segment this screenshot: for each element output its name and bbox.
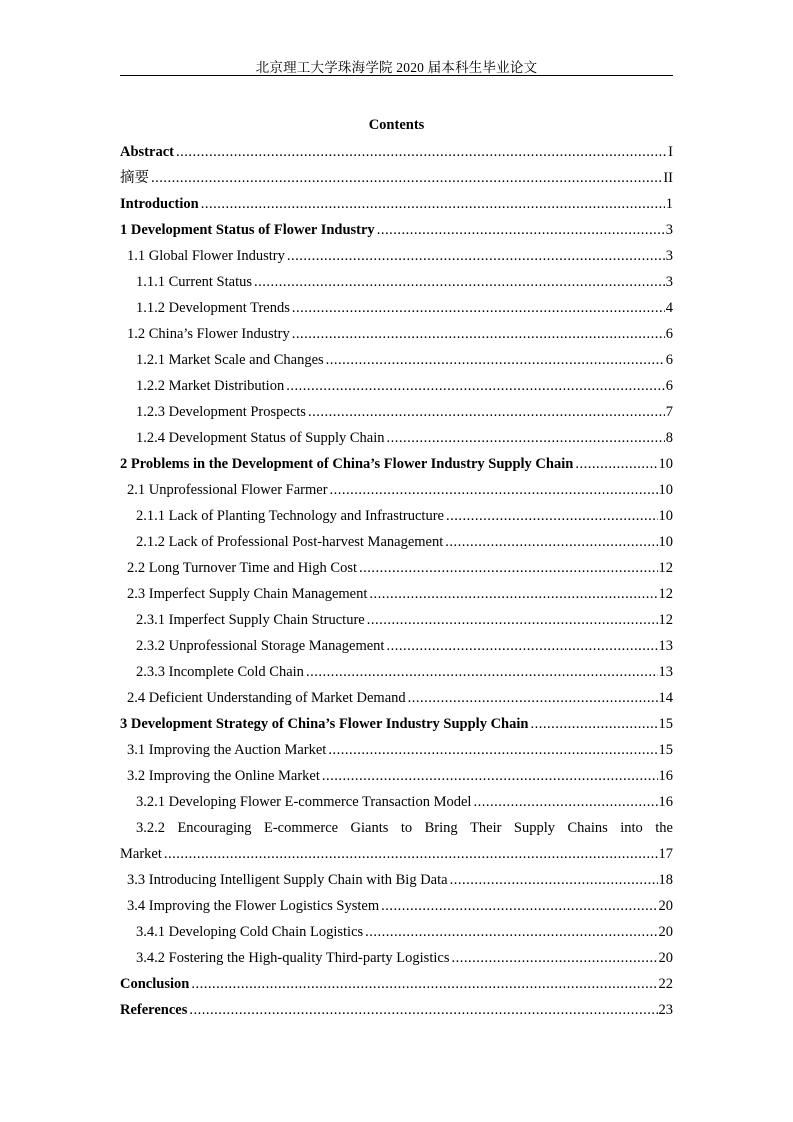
toc-entry[interactable] (120, 507, 673, 533)
toc-entry[interactable] (120, 533, 673, 559)
toc-entry-page: 23 (658, 1002, 673, 1018)
toc-entry-page: 20 (658, 898, 673, 914)
toc-leader-dots (292, 299, 665, 317)
toc-entry-title: 2.3.1 Imperfect Supply Chain Structure (136, 612, 365, 628)
toc-entry[interactable] (120, 923, 673, 949)
toc-leader-dots (189, 1001, 657, 1019)
toc-entry-title: 1.2.1 Market Scale and Changes (136, 352, 324, 368)
toc-leader-dots (387, 429, 665, 447)
toc-entry[interactable] (120, 559, 673, 585)
toc-leader-dots (530, 715, 657, 733)
toc-entry[interactable] (120, 221, 673, 247)
toc-entry-title: 2.1.1 Lack of Planting Technology and Infrastructure (136, 508, 444, 524)
toc-entry-title: 3.2 Improving the Online Market (127, 768, 320, 784)
toc-leader-dots (292, 325, 665, 343)
toc-entry[interactable] (120, 637, 673, 663)
toc-entry-word: Giants (350, 820, 389, 836)
toc-leader-dots (359, 559, 657, 577)
toc-entry-page: II (663, 170, 673, 186)
toc-entry-title: 2 Problems in the Development of China’s Flower Industry Supply Chain (120, 456, 574, 472)
toc-entry-word: Chains (567, 820, 608, 836)
toc-entry-title: 摘要 (120, 170, 149, 186)
toc-leader-dots (328, 741, 657, 759)
toc-entry[interactable] (120, 325, 673, 351)
toc-entry-title: References (120, 1002, 188, 1018)
toc-leader-dots (164, 845, 658, 863)
toc-leader-dots (151, 169, 662, 187)
toc-entry-page: 10 (658, 456, 673, 472)
toc-entry[interactable] (120, 195, 673, 221)
toc-entry-title: 1.2.4 Development Status of Supply Chain (136, 430, 385, 446)
toc-leader-dots (322, 767, 658, 785)
toc-entry-wrapped-continuation[interactable] (120, 845, 673, 871)
toc-title: Contents (368, 117, 425, 133)
toc-entry-word: into (620, 820, 643, 836)
toc-entry-page: 7 (665, 404, 673, 420)
toc-leader-dots (287, 247, 665, 265)
toc-entry-word: the (655, 820, 673, 836)
toc-entry[interactable] (120, 585, 673, 611)
toc-entry-page: 15 (658, 742, 673, 758)
toc-leader-dots (254, 273, 665, 291)
toc-leader-dots (446, 507, 658, 525)
toc-entry-page: 10 (658, 482, 673, 498)
toc-entry[interactable] (120, 611, 673, 637)
toc-leader-dots (191, 975, 657, 993)
toc-leader-dots (176, 143, 667, 161)
toc-entry-page: 17 (658, 846, 673, 862)
toc-leader-dots (575, 455, 657, 473)
toc-leader-dots (367, 611, 658, 629)
toc-entry-title: 3.2.1 Developing Flower E-commerce Transaction Model (136, 794, 472, 810)
toc-entry-page: 10 (658, 534, 673, 550)
toc-entry-word: 3.2.2 (136, 820, 165, 836)
toc-entry-title: 3.1 Improving the Auction Market (127, 742, 327, 758)
toc-entry-title: 2.3 Imperfect Supply Chain Management (127, 586, 368, 602)
toc-leader-dots (306, 663, 658, 681)
toc-entry[interactable] (120, 377, 673, 403)
toc-entry-page: 13 (658, 638, 673, 654)
toc-entry-title: 2.2 Long Turnover Time and High Cost (127, 560, 358, 576)
toc-entry[interactable] (120, 351, 673, 377)
toc-entry[interactable] (120, 689, 673, 715)
toc-entry-title: 2.1 Unprofessional Flower Farmer (127, 482, 328, 498)
toc-entry-title: 2.3.3 Incomplete Cold Chain (136, 664, 304, 680)
toc-leader-dots (445, 533, 657, 551)
toc-entry-title: 2.3.2 Unprofessional Storage Management (136, 638, 385, 654)
toc-entry-page: 1 (665, 196, 673, 212)
toc-entry-page: 3 (665, 222, 673, 238)
toc-leader-dots (450, 871, 658, 889)
toc-entry-title: 1.2.2 Market Distribution (136, 378, 285, 394)
toc-entry[interactable] (120, 273, 673, 299)
toc-entry-title: 3.4.2 Fostering the High-quality Third-party Logistics (136, 950, 450, 966)
toc-entry-word: Their (470, 820, 502, 836)
toc-entry-title: 1.1.2 Development Trends (136, 300, 290, 316)
toc-leader-dots (473, 793, 657, 811)
toc-entries-after (120, 871, 673, 1027)
toc-leader-dots (386, 637, 657, 655)
toc-entry-title: 3.4.1 Developing Cold Chain Logistics (136, 924, 364, 940)
toc-entry-word: Supply (513, 820, 556, 836)
toc-entry[interactable] (120, 897, 673, 923)
toc-entry-page: 12 (658, 586, 673, 602)
toc-entry-word: E-commerce (264, 820, 339, 836)
toc-entry-page: 13 (658, 664, 673, 680)
toc-entry-word: Encouraging (177, 820, 252, 836)
toc-entry-title: 3.4 Improving the Flower Logistics System (127, 898, 380, 914)
toc-leader-dots (201, 195, 665, 213)
toc-leader-dots (286, 377, 665, 395)
toc-entries-before (120, 143, 673, 819)
toc-entry-title: Conclusion (120, 976, 190, 992)
toc-entry[interactable] (120, 403, 673, 429)
toc-entry-page: 4 (665, 300, 673, 316)
toc-entry-page: 6 (665, 352, 673, 368)
toc-entry-title: 1 Development Status of Flower Industry (120, 222, 375, 238)
toc-leader-dots (377, 221, 665, 239)
toc-entry-page: 14 (658, 690, 673, 706)
toc-entry[interactable] (120, 715, 673, 741)
toc-leader-dots (330, 481, 658, 499)
toc-leader-dots (408, 689, 658, 707)
toc-entry[interactable] (120, 455, 673, 481)
toc-entry-wrapped-first-line[interactable] (120, 819, 673, 845)
toc-entry-page: 12 (658, 612, 673, 628)
toc-entry[interactable] (120, 169, 673, 195)
toc-leader-dots (381, 897, 657, 915)
toc-entry-title: Abstract (120, 144, 174, 160)
toc-entry[interactable] (120, 481, 673, 507)
toc-entry-page: 10 (658, 508, 673, 524)
toc-entry-title: 1.1.1 Current Status (136, 274, 252, 290)
table-of-contents (120, 143, 673, 1027)
toc-entry-page: 8 (665, 430, 673, 446)
toc-entry[interactable] (120, 663, 673, 689)
toc-entry-page: 3 (665, 248, 673, 264)
toc-entry[interactable] (120, 871, 673, 897)
toc-entry-title: Introduction (120, 196, 199, 212)
toc-entry-word: to (400, 820, 413, 836)
toc-entry-page: 12 (658, 560, 673, 576)
toc-entry[interactable] (120, 1001, 673, 1027)
toc-entry[interactable] (120, 741, 673, 767)
toc-entry[interactable] (120, 767, 673, 793)
toc-entry[interactable] (120, 949, 673, 975)
toc-entry-page: 16 (658, 794, 673, 810)
toc-leader-dots (365, 923, 657, 941)
toc-entry-title: 2.4 Deficient Understanding of Market Demand (127, 690, 406, 706)
toc-entry[interactable] (120, 429, 673, 455)
toc-entry-title: 1.2.3 Development Prospects (136, 404, 306, 420)
header-rule (120, 75, 673, 76)
toc-entry-page: 6 (665, 326, 673, 342)
toc-leader-dots (308, 403, 665, 421)
toc-entry[interactable] (120, 299, 673, 325)
toc-entry-page: 16 (658, 768, 673, 784)
toc-entry-page: 20 (658, 924, 673, 940)
toc-entry[interactable] (120, 793, 673, 819)
toc-entry-page: 22 (658, 976, 673, 992)
toc-entry-title: 1.1 Global Flower Industry (127, 248, 285, 264)
toc-entry-page: 6 (665, 378, 673, 394)
page-header: 北京理工大学珠海学院 2020 届本科生毕业论文 (255, 60, 538, 75)
toc-entry-title: 3.3 Introducing Intelligent Supply Chain with Big Data (127, 872, 448, 888)
toc-entry-page: 18 (658, 872, 673, 888)
toc-entry-page: 20 (658, 950, 673, 966)
toc-entry[interactable] (120, 143, 673, 169)
toc-leader-dots (451, 949, 657, 967)
toc-entry[interactable] (120, 975, 673, 1001)
toc-entry-page: I (668, 144, 673, 160)
toc-leader-dots (369, 585, 657, 603)
toc-entry[interactable] (120, 247, 673, 273)
toc-entry-title: 1.2 China’s Flower Industry (127, 326, 290, 342)
toc-entry-page: 15 (658, 716, 673, 732)
toc-entry-title: 3 Development Strategy of China’s Flower Industry Supply Chain (120, 716, 529, 732)
toc-entry-word: Bring (424, 820, 458, 836)
toc-leader-dots (326, 351, 665, 369)
toc-entry-title: 2.1.2 Lack of Professional Post-harvest Management (136, 534, 444, 550)
toc-entry-title: Market (120, 846, 162, 862)
toc-entry-page: 3 (665, 274, 673, 290)
